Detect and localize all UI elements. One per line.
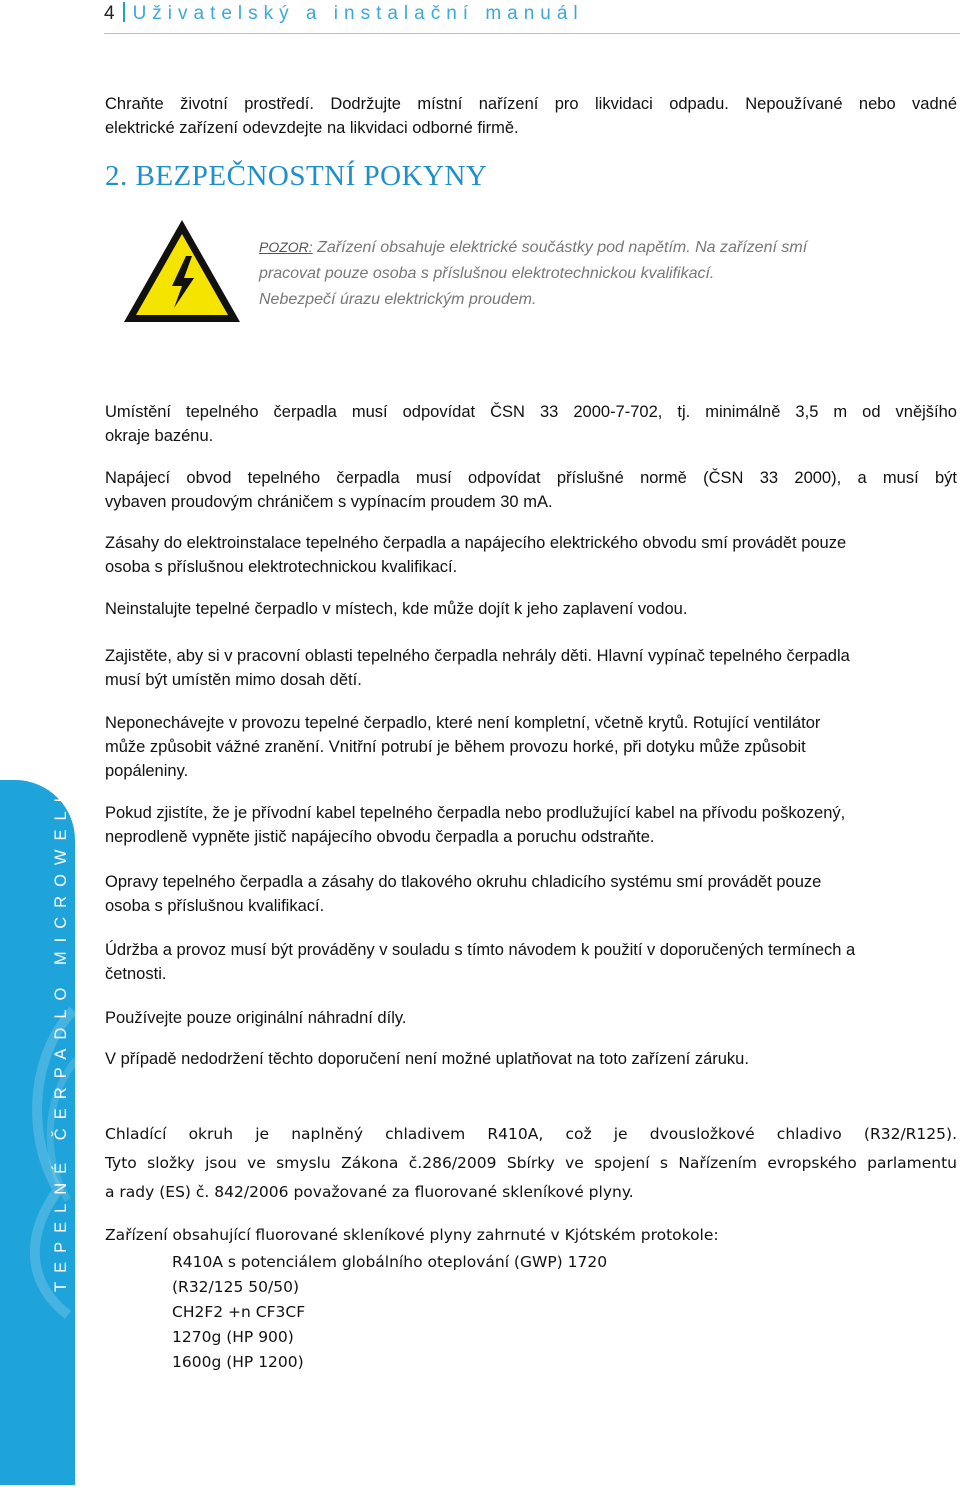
rule-5-line-a: Zajistěte, aby si v pracovní oblasti tepelného čerpadla nehrály děti. Hlavní vypínač tepelného čerpadla [105,647,850,665]
intro-line-2: elektrické zařízení odevzdejte na likvidaci odborné firmě. [105,119,519,137]
rule-4-line-a: Neinstalujte tepelné čerpadlo v místech, kde může dojít k jeho zaplavení vodou. [105,600,688,618]
header-rule [104,33,960,34]
header-divider [123,2,125,22]
gas-item: R410A s potenciálem globálního oteplování (GWP) 1720 [172,1253,608,1271]
refrigerant-line-2: Tyto složky jsou ve smyslu Zákona č.286/2009 Sbírky ve spojení s Nařízením evropského parlamentu [105,1154,957,1172]
section-heading: 2. BEZPEČNOSTNÍ POKYNY [105,160,488,192]
rule-8-line-a: Opravy tepelného čerpadla a zásahy do tlakového okruhu chladicího systému smí provádět pouze [105,873,822,891]
warning-line-3: Nebezpečí úrazu elektrickým proudem. [259,291,537,308]
refrigerant-line-3: a rady (ES) č. 842/2006 považované za fluorované skleníkové plyny. [105,1183,634,1201]
rule-9-line-b: četnosti. [105,965,167,983]
rule-6-line-b: může způsobit vážné zranění. Vnitřní potrubí je během provozu horké, při dotyku může způsobit [105,738,806,756]
rule-2-line-b: vybaven proudovým chráničem s vypínacím proudem 30 mA. [105,493,553,511]
rule-7-line-b: neprodleně vypněte jistič napájecího obvodu čerpadla a poruchu odstraňte. [105,828,655,846]
refrigerant-line-1: Chladící okruh je naplněný chladivem R410A, což je dvousložkové chladivo (R32/R125). [105,1125,957,1143]
gas-item: 1270g (HP 900) [172,1328,294,1346]
rule-9-line-a: Údržba a provoz musí být prováděny v souladu s tímto návodem k použití v doporučených termínech a [105,941,856,959]
rule-11-line-a: V případě nedodržení těchto doporučení není možné uplatňovat na toto zařízení záruku. [105,1050,749,1068]
warning-text-1: Zařízení obsahuje elektrické součástky pod napětím. Na zařízení smí [317,239,808,256]
page-header [104,2,584,26]
intro-text: Chraňte životní prostředí. Dodržujte místní nařízení pro likvidaci odpadu. Nepoužívané nebo vadné [105,95,957,113]
rule-2-line-a: Napájecí obvod tepelného čerpadla musí odpovídat příslušné normě (ČSN 33 2000), a musí být [105,469,957,487]
rule-6-line-c: popáleniny. [105,762,189,780]
rule-1-line-a: Umístění tepelného čerpadla musí odpovídat ČSN 33 2000-7-702, tj. minimálně 3,5 m od vnějšího [105,403,957,421]
manual-title: Uživatelský a instalační manuál [132,3,584,24]
rule-3-line-b: osoba s příslušnou elektrotechnickou kvalifikací. [105,558,458,576]
sidebar-brand-text: TEPELNÉ ČERPADLO MICROWELL HP [52,730,70,1292]
rule-5-line-b: musí být umístěn mimo dosah dětí. [105,671,362,689]
warning-block [259,234,959,313]
intro-line-1 [105,92,957,116]
rule-7-line-a: Pokud zjistíte, že je přívodní kabel tepelného čerpadla nebo prodlužující kabel na přívodu poškozený, [105,804,846,822]
gas-item: CH2F2 +n CF3CF [172,1303,306,1321]
rule-10-line-a: Používejte pouze originální náhradní díly. [105,1009,407,1027]
warning-line-1 [259,234,959,261]
rule-1-line-b: okraje bazénu. [105,427,214,445]
warning-label: POZOR: [259,239,313,255]
page-number: 4 [104,3,115,24]
gases-intro: Zařízení obsahující fluorované skleníkové plyny zahrnuté v Kjótském protokole: [105,1226,719,1244]
rule-3-line-a: Zásahy do elektroinstalace tepelného čerpadla a napájecího elektrického obvodu smí provádět pouze [105,534,847,552]
rule-8-line-b: osoba s příslušnou kvalifikací. [105,897,325,915]
warning-line-2: pracovat pouze osoba s příslušnou elektrotechnickou kvalifikací. [259,265,715,282]
high-voltage-warning-icon [122,218,242,326]
rule-6-line-a: Neponechávejte v provozu tepelné čerpadlo, které není kompletní, včetně krytů. Rotující ventilátor [105,714,821,732]
gas-item: 1600g (HP 1200) [172,1353,304,1371]
gas-item: (R32/125 50/50) [172,1278,299,1296]
